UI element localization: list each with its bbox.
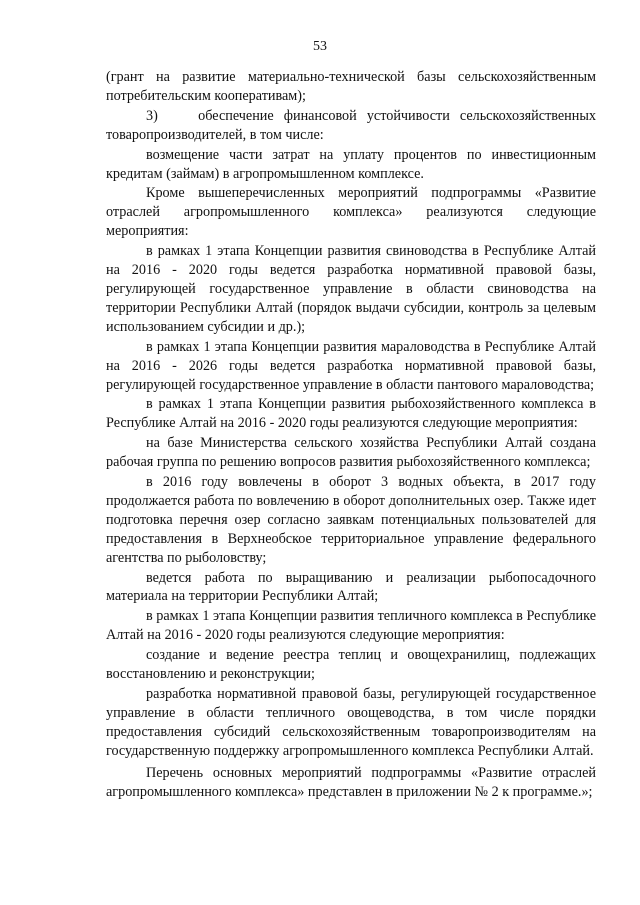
paragraph-pig-breeding-concept: в рамках 1 этапа Концепции развития свиноводства в Республике Алтай на 2016 - 2020 годы ведется разработка нормативной правовой базы, регулирующей государственное управление в области свиноводства на территории Республики Алтай (порядок выдачи субсидии, контроль за целевым использованием субсидии и др.);	[106, 243, 596, 335]
paragraph-fish-stock-material: ведется работа по выращиванию и реализации рыбопосадочного материала на территории Республики Алтай;	[106, 569, 596, 605]
paragraph-greenhouse-registry: создание и ведение реестра теплиц и овощехранилищ, подлежащих восстановлению и реконструкции;	[106, 647, 596, 683]
paragraph-item-3-financial-stability: 3) обеспечение финансовой устойчивости сельскохозяйственных товаропроизводителей, в том числе:	[106, 107, 596, 143]
paragraph-interest-compensation: возмещение части затрат на уплату процентов по инвестиционным кредитам (займам) в агропромышленном комплексе.	[106, 146, 596, 182]
paragraph-maral-breeding-concept: в рамках 1 этапа Концепции развития мараловодства в Республике Алтай на 2016 - 2026 годы ведется разработка нормативной правовой базы, регулирующей государственное управление в области пантового мараловодства;	[106, 338, 596, 393]
paragraph-appendix-reference: Перечень основных мероприятий подпрограммы «Развитие отраслей агропромышленного комплекса» представлен в приложении № 2 к программе.»;	[106, 764, 596, 800]
paragraph-additional-measures-intro: Кроме вышеперечисленных мероприятий подпрограммы «Развитие отраслей агропромышленного комплекса» реализуются следующие мероприятия:	[106, 185, 596, 240]
paragraph-fishery-concept: в рамках 1 этапа Концепции развития рыбохозяйственного комплекса в Республике Алтай на 2016 - 2020 годы реализуются следующие мероприятия:	[106, 396, 596, 432]
paragraph-fishery-working-group: на базе Министерства сельского хозяйства Республики Алтай создана рабочая группа по решению вопросов развития рыбохозяйственного комплекса;	[106, 435, 596, 471]
paragraph-greenhouse-regulation: разработка нормативной правовой базы, регулирующей государственное управление в области тепличного овощеводства, в том числе порядки предоставления субсидий сельскохозяйственным товаропроизводителям на государственную поддержку агропромышленного комплекса Республики Алтай.	[106, 686, 596, 759]
document-body	[106, 68, 596, 802]
page-number: 53	[313, 39, 327, 54]
paragraph-greenhouse-concept: в рамках 1 этапа Концепции развития тепличного комплекса в Республике Алтай на 2016 - 2020 годы реализуются следующие мероприятия:	[106, 608, 596, 644]
paragraph-water-bodies: в 2016 году вовлечены в оборот 3 водных объекта, в 2017 году продолжается работа по вовлечению в оборот дополнительных озер. Также идет подготовка перечня озер согласно заявкам потенциальных пользователей для предоставления в Верхнеобское территориальное управление федерального агентства по рыболовству;	[106, 474, 596, 566]
paragraph-grant-continuation: (грант на развитие материально-технической базы сельскохозяйственным потребительским кооперативам);	[106, 69, 596, 104]
